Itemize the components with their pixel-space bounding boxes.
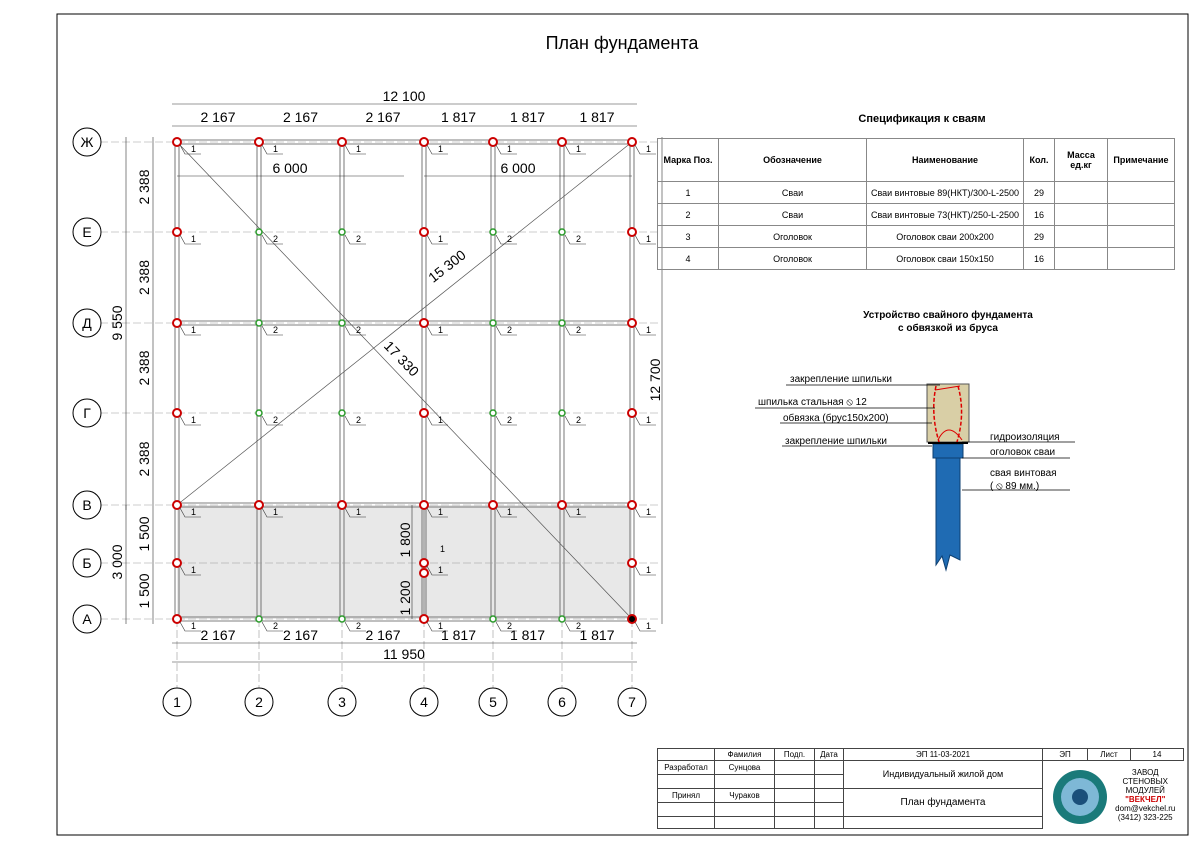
pile-tag: 1 — [191, 621, 197, 631]
pile-marker — [420, 615, 428, 623]
dim-bottom: 1 817 — [509, 627, 546, 643]
dim-6000-a: 6 000 — [272, 160, 308, 176]
axis-number: 2 — [255, 694, 263, 710]
pile-tag: 1 — [646, 234, 652, 244]
pile-marker — [489, 138, 497, 146]
pile-tag: 1 — [438, 507, 444, 517]
page-title: План фундамента — [545, 33, 699, 53]
pile-marker — [173, 228, 181, 236]
pile-marker — [559, 320, 565, 326]
axis-letter: В — [82, 497, 92, 513]
pile-tag: 1 — [191, 234, 197, 244]
dim-left: 1 500 — [136, 516, 152, 552]
pile-marker — [489, 501, 497, 509]
pile-tag: 1 — [273, 507, 279, 517]
pile-tag: 1 — [191, 415, 197, 425]
spec-title: Спецификация к сваям — [858, 113, 986, 125]
axis-number: 3 — [338, 694, 346, 710]
tb-ep: ЭП — [1043, 749, 1088, 761]
pile-tag: 1 — [438, 621, 444, 631]
dim-bottom: 1 817 — [440, 627, 477, 643]
pile-tag: 1 — [646, 325, 652, 335]
pile-tag: 2 — [507, 234, 513, 244]
pile-tag: 2 — [273, 415, 279, 425]
axis-number: 6 — [558, 694, 566, 710]
tb-familiya-header: Фамилия — [715, 749, 775, 761]
tb-company2: СТЕНОВЫХ — [1122, 776, 1168, 786]
tb-code: ЭП 11-03-2021 — [844, 749, 1043, 761]
table-row: 1 Сваи Сваи винтовые 89(НКТ)/300-L-2500 29 — [658, 182, 1175, 204]
pile-marker — [173, 409, 181, 417]
label-pile-head: оголовок сваи — [990, 447, 1056, 458]
pile-marker — [420, 501, 428, 509]
pile-tag: 1 — [646, 565, 652, 575]
pile-marker — [558, 138, 566, 146]
axis-letter: Б — [82, 555, 92, 571]
dim-left: 2 388 — [136, 259, 152, 296]
dim-top: 1 817 — [579, 109, 615, 125]
pile-marker — [628, 228, 636, 236]
dim-top: 2 167 — [365, 109, 401, 125]
spec-table — [657, 138, 1175, 270]
pile-marker — [339, 616, 345, 622]
dim-left-3000: 3 000 — [109, 544, 125, 580]
pile-marker — [559, 616, 565, 622]
dim-top: 1 817 — [440, 109, 477, 125]
dim-top: 2 167 — [282, 109, 319, 125]
pile-marker — [420, 559, 428, 567]
pile-marker — [256, 410, 262, 416]
pile-tag: 1 — [646, 507, 652, 517]
dim-top: 2 167 — [200, 109, 236, 125]
pile-tag: 2 — [356, 325, 362, 335]
tb-project: Индивидуальный жилой дом — [844, 761, 1043, 789]
pile-tag: 1 — [576, 507, 582, 517]
tb-list: Лист — [1088, 749, 1131, 761]
pile-marker — [173, 501, 181, 509]
dim-bottom: 1 817 — [579, 627, 615, 643]
pile-shaft — [936, 458, 960, 570]
axis-number: 4 — [420, 694, 428, 710]
pile-marker — [490, 410, 496, 416]
table-row: 3 Оголовок Оголовок сваи 200x200 29 — [658, 226, 1175, 248]
pile-marker — [559, 229, 565, 235]
dim-left: 2 388 — [136, 441, 152, 477]
label-waterproofing: гидроизоляция — [990, 432, 1060, 443]
pile-tag: 2 — [356, 621, 362, 631]
axis-letter: А — [82, 611, 92, 627]
pile-tag: 2 — [576, 325, 582, 335]
pile-marker — [339, 320, 345, 326]
pile-marker — [490, 320, 496, 326]
pile-marker — [338, 501, 346, 509]
dim-left: 1 500 — [136, 573, 152, 609]
pile-tag: 1 — [356, 144, 362, 154]
pile-tag: 1 — [576, 144, 582, 154]
pile-tag: 1 — [646, 621, 652, 631]
spec-header: Масса ед.кг — [1055, 139, 1108, 182]
pile-marker — [420, 569, 428, 577]
tb-prinyal-name: Чураков — [715, 789, 775, 803]
label-stud: шпилька стальная ⦸ 12 — [758, 397, 867, 408]
table-row: 4 Оголовок Оголовок сваи 150x150 16 — [658, 248, 1175, 270]
pile-tag: 2 — [273, 234, 279, 244]
detail-title-1: Устройство свайного фундамента — [863, 310, 1033, 321]
axis-letter: Е — [82, 224, 92, 240]
pile-marker — [490, 616, 496, 622]
pile-tag: 1 — [507, 507, 513, 517]
pile-tag: 1 — [191, 565, 197, 575]
pile-marker — [628, 559, 636, 567]
dim-6000-b: 6 000 — [500, 160, 536, 176]
pile-marker — [628, 501, 636, 509]
pile-head — [933, 444, 963, 458]
pile-marker — [255, 501, 263, 509]
tb-data-header: Дата — [815, 749, 844, 761]
label-anchor-bottom: закрепление шпильки — [785, 436, 887, 447]
axis-letter: Д — [82, 315, 92, 331]
pile-tag: 1 — [438, 415, 444, 425]
pile-marker — [420, 138, 428, 146]
tb-email: dom@vekchel.ru — [1115, 803, 1176, 813]
pile-marker — [628, 615, 636, 623]
pile-tag: 1 — [646, 415, 652, 425]
pile-tag: 2 — [356, 234, 362, 244]
pile-marker — [628, 409, 636, 417]
pile-tag: 2 — [576, 621, 582, 631]
spec-header: Кол. — [1024, 139, 1055, 182]
tb-razrab: Разработал — [658, 761, 715, 775]
pile-marker — [420, 228, 428, 236]
detail-title-2: с обвязкой из бруса — [898, 323, 998, 334]
pile-tag: 1 — [191, 325, 197, 335]
axis-letter: Ж — [80, 134, 94, 150]
dim-left: 2 388 — [136, 350, 152, 386]
pile-tag: 1 — [507, 144, 513, 154]
pile-tag: 1 — [273, 144, 279, 154]
tb-podp-header: Подп. — [775, 749, 815, 761]
title-block — [657, 748, 1184, 829]
label-screw-pile: свая винтовая — [990, 468, 1057, 479]
pile-tag: 2 — [507, 621, 513, 631]
pile-marker — [559, 410, 565, 416]
pile-marker — [256, 616, 262, 622]
tb-sheet-name: План фундамента — [844, 789, 1043, 817]
pile-marker — [173, 319, 181, 327]
tb-razrab-name: Сунцова — [715, 761, 775, 775]
dim-bottom-total: 11 950 — [383, 646, 425, 662]
axis-number: 5 — [489, 694, 497, 710]
dim-right-total: 12 700 — [647, 358, 663, 402]
dim-left: 2 388 — [136, 169, 152, 205]
pile-marker — [558, 501, 566, 509]
spec-header: Обозначение — [719, 139, 867, 182]
pile-tag: 2 — [273, 325, 279, 335]
pile-tag: 2 — [576, 415, 582, 425]
axis-number: 1 — [173, 694, 181, 710]
pile-tag: 1 — [438, 234, 444, 244]
spec-header: Марка Поз. — [658, 139, 719, 182]
tb-prinyal: Принял — [658, 789, 715, 803]
pile-tag: 1 — [440, 544, 446, 554]
dim-diag-2: 17 330 — [380, 337, 423, 380]
pile-marker — [420, 319, 428, 327]
pile-tag: 2 — [356, 415, 362, 425]
pile-tag: 1 — [438, 565, 444, 575]
tb-list-no: 14 — [1131, 749, 1184, 761]
pile-marker — [173, 138, 181, 146]
pile-tag: 1 — [356, 507, 362, 517]
pile-marker — [339, 229, 345, 235]
pile-marker — [628, 138, 636, 146]
pile-tag: 2 — [507, 325, 513, 335]
label-anchor-top: закрепление шпильки — [790, 374, 892, 385]
dim-bottom: 2 167 — [200, 627, 236, 643]
spec-header: Наименование — [867, 139, 1024, 182]
label-pile-diameter: ( ⦸ 89 мм.) — [990, 481, 1040, 492]
pile-marker — [173, 615, 181, 623]
dim-bottom: 2 167 — [365, 627, 401, 643]
pile-marker — [628, 319, 636, 327]
label-beam: обвязка (брус150x200) — [783, 413, 889, 424]
spec-header: Примечание — [1108, 139, 1175, 182]
dim-bottom: 2 167 — [282, 627, 319, 643]
pile-marker — [256, 320, 262, 326]
dim-1200: 1 200 — [397, 580, 413, 616]
pile-tag: 1 — [191, 507, 197, 517]
pile-marker — [420, 409, 428, 417]
pile-tag: 1 — [438, 325, 444, 335]
pile-tag: 1 — [438, 144, 444, 154]
tb-company1: ЗАВОД — [1131, 767, 1159, 777]
dim-1800: 1 800 — [397, 522, 413, 558]
dim-top-total: 12 100 — [382, 88, 426, 104]
pile-marker — [173, 559, 181, 567]
pile-tag: 1 — [191, 144, 197, 154]
tb-company4: "ВЕКЧЕЛ" — [1125, 794, 1166, 804]
pile-marker — [490, 229, 496, 235]
dim-diag-1: 15 300 — [425, 246, 469, 286]
pile-marker — [255, 138, 263, 146]
pile-tag: 2 — [273, 621, 279, 631]
pile-marker — [256, 229, 262, 235]
dim-left-total: 9 550 — [109, 305, 125, 341]
pile-tag: 2 — [507, 415, 513, 425]
axis-letter: Г — [83, 405, 91, 421]
pile-tag: 2 — [576, 234, 582, 244]
tb-company3: МОДУЛЕЙ — [1125, 785, 1165, 795]
pile-tag: 1 — [646, 144, 652, 154]
tb-phone: (3412) 323-225 — [1117, 812, 1173, 822]
dim-top: 1 817 — [509, 109, 546, 125]
pile-marker — [339, 410, 345, 416]
pile-marker — [338, 138, 346, 146]
table-row: 2 Сваи Сваи винтовые 73(НКТ)/250-L-2500 16 — [658, 204, 1175, 226]
pile-detail — [755, 309, 1075, 570]
axis-number: 7 — [628, 694, 636, 710]
